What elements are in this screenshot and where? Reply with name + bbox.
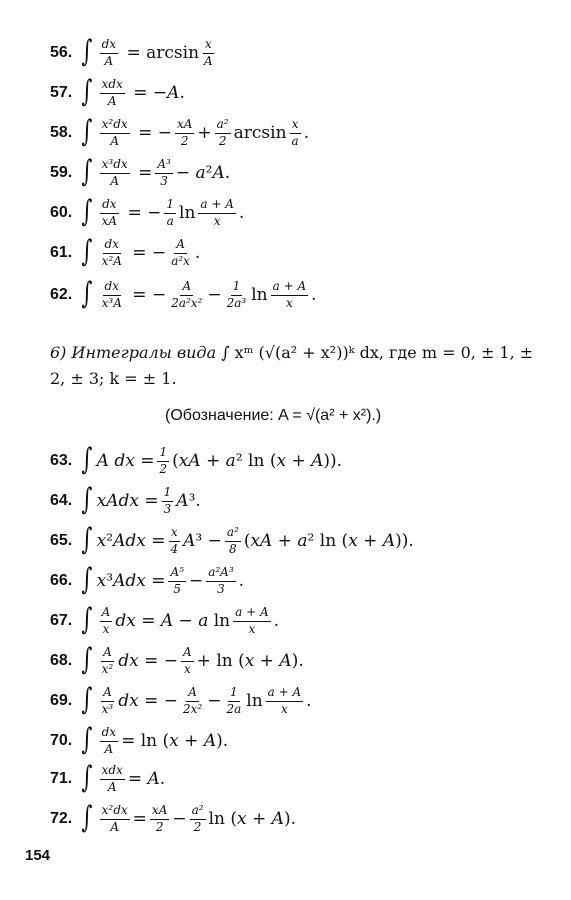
formula-body: A dx = (96, 450, 155, 471)
section-label: 6) Интегралы вида (50, 343, 217, 362)
formula-67 (50, 602, 280, 638)
formula-body: . (306, 690, 312, 711)
fraction: $\frac{A}{\text{x²}}$ (101, 645, 114, 676)
integral-sign: ∫ (81, 602, 93, 638)
formula-number: 61. (50, 244, 73, 262)
fraction: $\frac{1}{\text{2a³}}$ (226, 279, 247, 310)
formula-number: 67. (50, 612, 73, 630)
fraction: $\frac{x}{4}$ (170, 525, 179, 556)
fraction: $\frac{1}{2a}$ (226, 685, 242, 716)
fraction: $\frac{a + A}{x}$ (267, 685, 302, 716)
fraction: $\frac{\text{xdx}}{A}$ (101, 763, 123, 794)
formula-body: = ln (x + A). (121, 730, 229, 751)
formula-62 (50, 276, 317, 312)
fraction: $\frac{A}{\text{x³}}$ (101, 685, 114, 716)
integral-sign: ∫ (81, 234, 93, 270)
formula-body: arcsin (233, 122, 287, 143)
formula-body: A³ − (183, 530, 222, 551)
integral-sign: ∫ (81, 194, 93, 230)
formula-body: . (303, 122, 310, 143)
section-formula: ∫ xᵐ (√(a² + x²))ᵏ dx, (221, 343, 384, 362)
integral-sign: ∫ (81, 34, 93, 70)
formula-body: − (207, 284, 222, 305)
formula-body: = − (126, 242, 167, 263)
formula-number: 72. (50, 810, 73, 828)
formula-body: = − (126, 284, 167, 305)
formula-number: 64. (50, 492, 73, 510)
fraction: $\frac{a + A}{x}$ (235, 605, 269, 636)
fraction: $\frac{dx}{\text{x³A}}$ (101, 279, 122, 310)
formula-body: = −A. (127, 82, 185, 103)
fraction: $\frac{\text{a²A³}}{3}$ (208, 565, 234, 596)
formula-70 (50, 722, 229, 758)
formula-number: 71. (50, 770, 73, 788)
formula-71 (50, 760, 166, 796)
integral-sign: ∫ (81, 682, 93, 718)
fraction: $\frac{\text{x³dx}}{A}$ (101, 157, 128, 188)
integral-sign: ∫ (81, 114, 93, 150)
fraction: $\frac{A}{\text{2x²}}$ (183, 685, 203, 716)
integral-sign: ∫ (81, 482, 93, 518)
notation-line: (Обозначение: A = √(a² + x²).) (165, 407, 382, 424)
formula-body: . (194, 242, 201, 263)
section-heading (50, 340, 540, 392)
fraction: $\frac{dx}{xA}$ (101, 197, 118, 228)
formula-body: x²Adx = (96, 530, 166, 551)
integral-sign: ∫ (81, 800, 93, 836)
formula-66 (50, 562, 245, 598)
formula-body: . (273, 610, 280, 631)
formula-72 (50, 800, 296, 836)
formula-body: + ln (x + A). (196, 650, 304, 671)
formula-63 (50, 442, 343, 478)
fraction: $\frac{1}{2}$ (159, 445, 168, 476)
formula-body: = − (132, 122, 172, 143)
formula-56 (50, 34, 218, 70)
formula-number: 66. (50, 572, 73, 590)
fraction: $\frac{dx}{A}$ (101, 725, 117, 756)
fraction: $\frac{\text{a²}}{2}$ (191, 803, 204, 834)
formula-body: (xA + a² ln (x + A)). (243, 530, 414, 551)
formula-body: (xA + a² ln (x + A)). (172, 450, 343, 471)
fraction: $\frac{A}{\text{a²x}}$ (171, 237, 190, 268)
formula-body: − (207, 690, 222, 711)
integral-sign: ∫ (81, 74, 93, 110)
formula-body: x³Adx = (96, 570, 166, 591)
fraction: $\frac{\text{a²}}{2}$ (216, 117, 229, 148)
formula-number: 60. (50, 204, 73, 222)
fraction: $\frac{\text{A⁵}}{5}$ (170, 565, 184, 596)
fraction: $\frac{1}{a}$ (166, 197, 175, 228)
fraction: $\frac{\text{x²dx}}{A}$ (101, 803, 128, 834)
fraction: $\frac{\text{A³}}{3}$ (157, 157, 171, 188)
formula-57 (50, 74, 185, 110)
formula-body: − a²A. (175, 162, 231, 183)
formula-body: dx = A − a ln (115, 610, 231, 631)
formula-number: 56. (50, 44, 73, 62)
formula-body: xAdx = (96, 490, 159, 511)
fraction: $\frac{xA}{2}$ (176, 117, 193, 148)
formula-number: 57. (50, 84, 73, 102)
fraction: $\frac{a + A}{x}$ (200, 197, 234, 228)
formula-number: 62. (50, 286, 73, 304)
formula-body: − (188, 570, 204, 591)
fraction: $\frac{A}{x}$ (101, 605, 111, 636)
formula-body: ln (246, 690, 263, 711)
formula-body: = − (122, 202, 162, 223)
integral-sign: ∫ (81, 442, 93, 478)
formula-number: 59. (50, 164, 73, 182)
formula-65 (50, 522, 414, 558)
integral-sign: ∫ (81, 642, 93, 678)
formula-number: 65. (50, 532, 73, 550)
formula-body: . (238, 202, 245, 223)
section-condition: где m = 0, ± 1, ± 2, ± 3; k = ± 1. (50, 343, 534, 388)
formula-number: 70. (50, 732, 73, 750)
integral-sign: ∫ (81, 562, 93, 598)
formula-body: = (132, 162, 153, 183)
formula-body: + (197, 122, 212, 143)
formula-body: ln (251, 284, 268, 305)
fraction: $\frac{a + A}{x}$ (272, 279, 307, 310)
formula-body: = (132, 808, 147, 829)
formula-59 (50, 154, 231, 190)
integral-sign: ∫ (81, 760, 93, 796)
fraction: $\frac{\text{x²dx}}{A}$ (101, 117, 128, 148)
formula-body: = arcsin (121, 42, 200, 63)
formula-body: . (238, 570, 245, 591)
formula-body: ln (x + A). (208, 808, 296, 829)
formula-body: dx = − (118, 690, 178, 711)
formula-body: ln (179, 202, 196, 223)
fraction: $\frac{\text{a²}}{8}$ (226, 525, 239, 556)
formula-body: dx = − (118, 650, 178, 671)
fraction: $\frac{\text{xdx}}{A}$ (101, 77, 123, 108)
fraction: $\frac{xA}{2}$ (151, 803, 168, 834)
integral-sign: ∫ (81, 276, 93, 312)
formula-58 (50, 114, 310, 150)
formula-body: A³. (176, 490, 201, 511)
fraction: $\frac{A}{x}$ (183, 645, 192, 676)
formula-number: 68. (50, 652, 73, 670)
fraction: $\frac{1}{3}$ (163, 485, 172, 516)
formula-body: − (172, 808, 187, 829)
formula-number: 69. (50, 692, 73, 710)
formula-body: = A. (127, 768, 166, 789)
formula-61 (50, 234, 201, 270)
fraction: $\frac{dx}{A}$ (101, 37, 117, 68)
formula-68 (50, 642, 304, 678)
formula-number: 63. (50, 452, 73, 470)
page-number: 154 (25, 847, 51, 864)
formula-69 (50, 682, 312, 718)
fraction: $\frac{x}{A}$ (204, 37, 213, 68)
formula-64 (50, 482, 201, 518)
integral-sign: ∫ (81, 722, 93, 758)
formula-60 (50, 194, 245, 230)
fraction: $\frac{dx}{\text{x²A}}$ (101, 237, 122, 268)
fraction: $\frac{x}{a}$ (291, 117, 299, 148)
integral-sign: ∫ (81, 154, 93, 190)
integral-sign: ∫ (81, 522, 93, 558)
formula-body: . (311, 284, 317, 305)
formula-number: 58. (50, 124, 73, 142)
fraction: $\frac{A}{\text{2a²x²}}$ (171, 279, 203, 310)
